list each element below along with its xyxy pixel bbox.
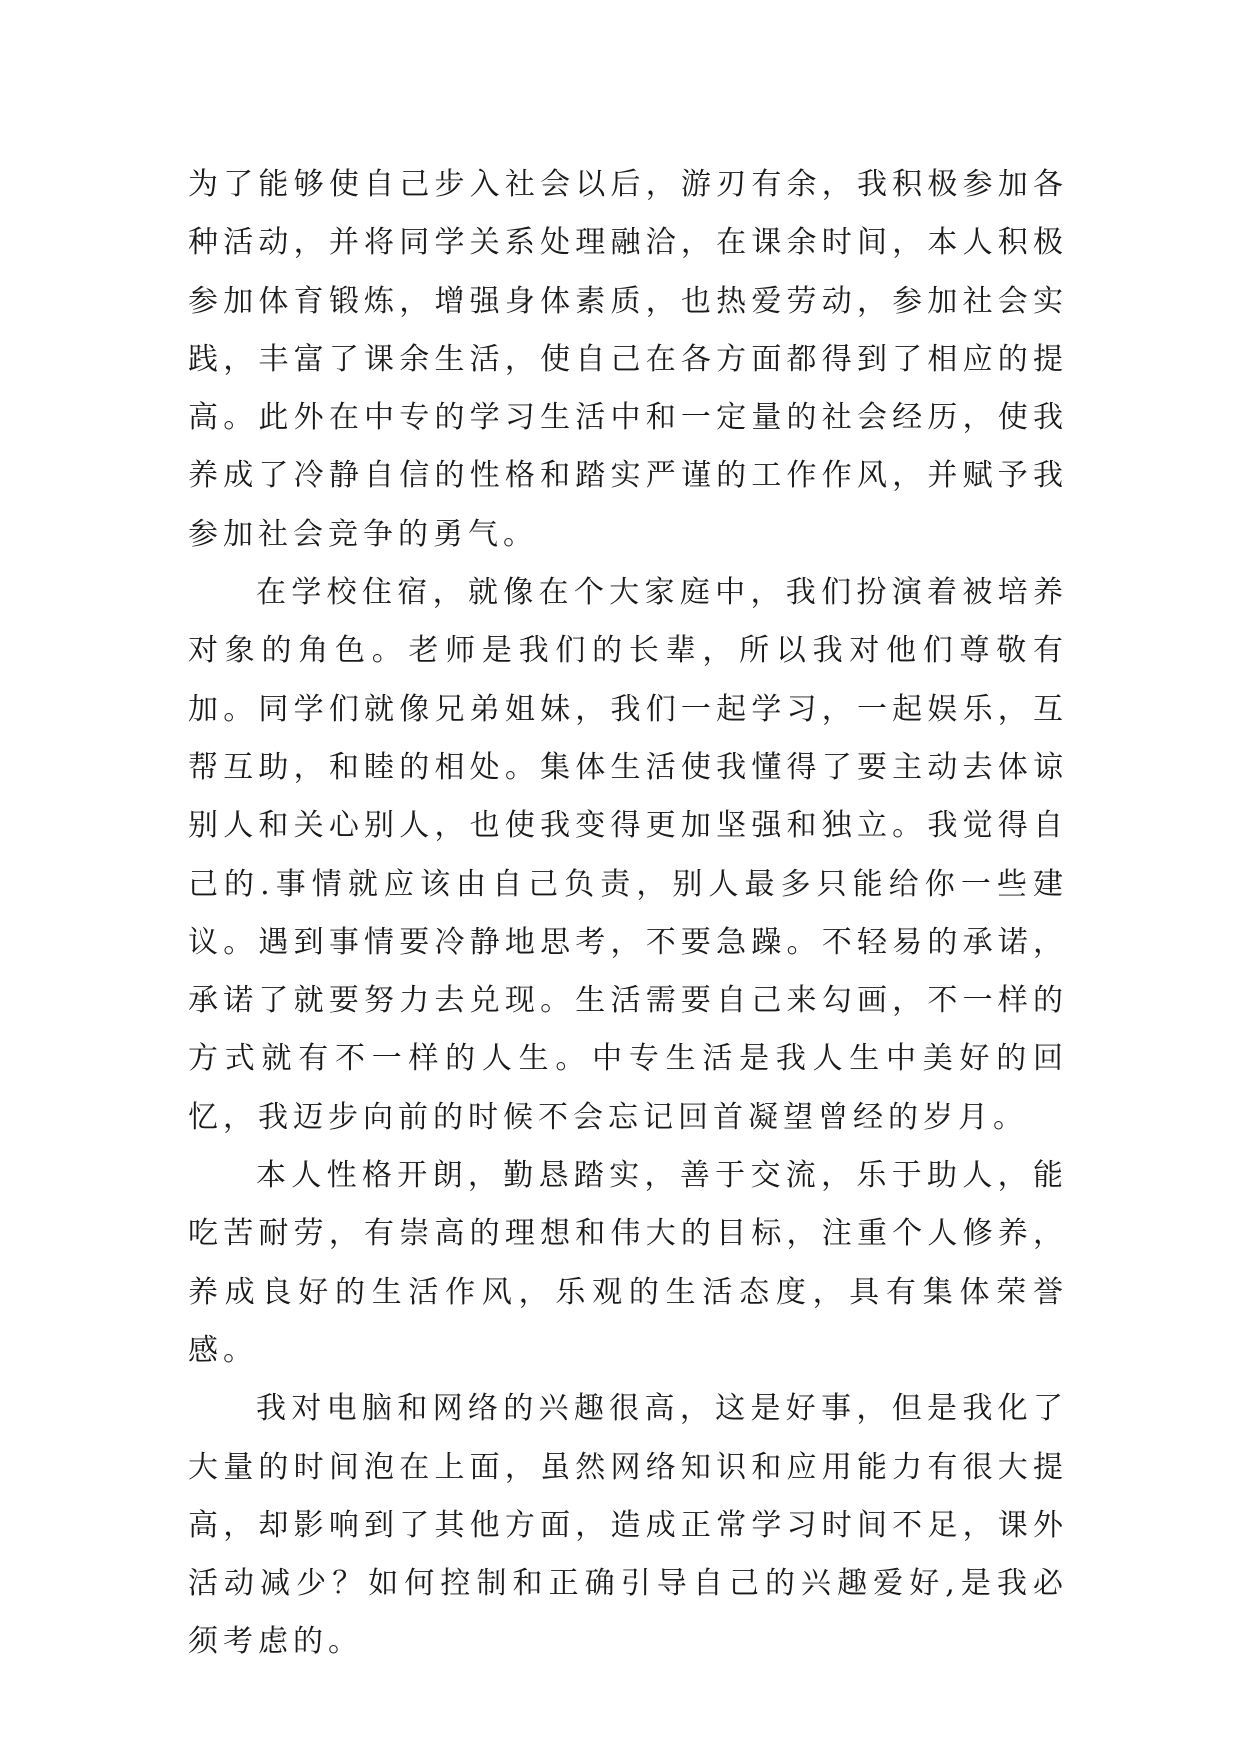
- paragraph-4: 我对电脑和网络的兴趣很高，这是好事，但是我化了大量的时间泡在上面，虽然网络知识和应用能力有很大提高，却影响到了其他方面，造成正常学习时间不足，课外活动减少？如何控制和正确引导自己的兴趣爱好,是我必须考虑的。: [188, 1391, 1068, 1660]
- paragraph-2: 在学校住宿，就像在个大家庭中，我们扮演着被培养对象的角色。老师是我们的长辈，所以我对他们尊敬有加。同学们就像兄弟姐妹，我们一起学习，一起娱乐，互帮互助，和睦的相处。集体生活使我懂得了要主动去体谅别人和关心别人，也使我变得更加坚强和独立。我觉得自己的.事情就应该由自己负责，别人最多只能给你一些建议。遇到事情要冷静地思考，不要急躁。不轻易的承诺，承诺了就要努力去兑现。生活需要自己来勾画，不一样的方式就有不一样的人生。中专生活是我人生中美好的回忆，我迈步向前的时候不会忘记回首凝望曾经的岁月。: [188, 575, 1068, 1135]
- paragraph-1: 为了能够使自己步入社会以后，游刃有余，我积极参加各种活动，并将同学关系处理融洽，在课余时间，本人积极参加体育锻炼，增强身体素质，也热爱劳动，参加社会实践，丰富了课余生活，使自己在各方面都得到了相应的提高。此外在中专的学习生活中和一定量的社会经历，使我养成了冷静自信的性格和踏实严谨的工作作风，并赋予我参加社会竞争的勇气。: [188, 167, 1068, 552]
- paragraph-3: 本人性格开朗，勤恳踏实，善于交流，乐于助人，能吃苦耐劳，有崇高的理想和伟大的目标，注重个人修养，养成良好的生活作风，乐观的生活态度，具有集体荣誉感。: [188, 1158, 1068, 1368]
- document-page: [188, 156, 1068, 1672]
